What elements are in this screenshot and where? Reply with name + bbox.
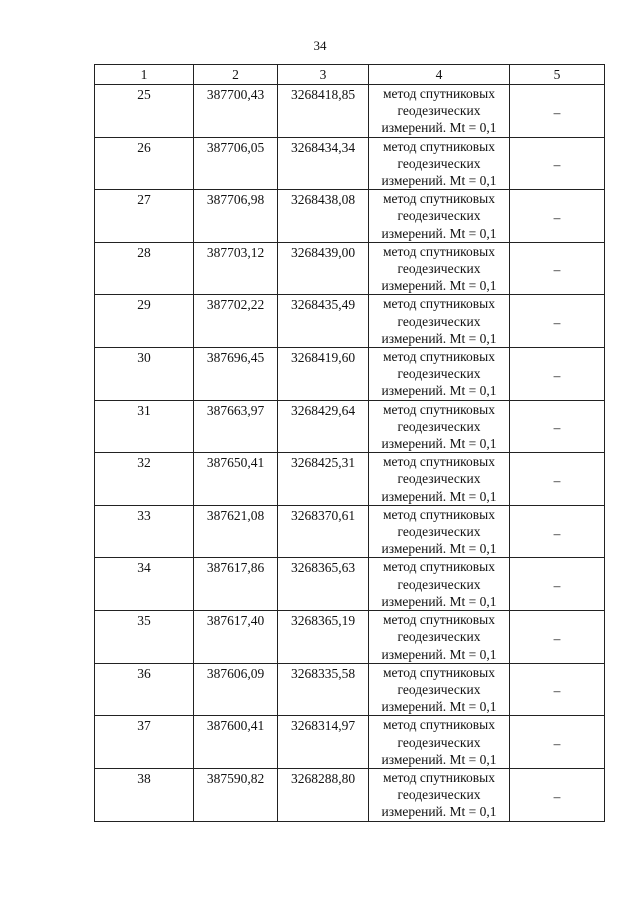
table-row <box>95 663 605 716</box>
header-col-2: 2 <box>194 65 278 85</box>
method-cell: метод спутниковых геодезических измерений. Mt = 0,1 <box>369 768 510 821</box>
point-number-cell: 33 <box>95 505 194 558</box>
table-row <box>95 611 605 664</box>
y-coordinate-cell: 3268418,85 <box>278 85 369 138</box>
y-coordinate-cell: 3268314,97 <box>278 716 369 769</box>
method-cell: метод спутниковых геодезических измерений. Mt = 0,1 <box>369 400 510 453</box>
method-cell: метод спутниковых геодезических измерений. Mt = 0,1 <box>369 348 510 401</box>
column-5-cell: – <box>510 768 605 821</box>
column-5-cell: – <box>510 400 605 453</box>
column-5-cell: – <box>510 663 605 716</box>
table-row <box>95 558 605 611</box>
column-5-cell: – <box>510 505 605 558</box>
table-row <box>95 295 605 348</box>
method-cell: метод спутниковых геодезических измерений. Mt = 0,1 <box>369 611 510 664</box>
y-coordinate-cell: 3268370,61 <box>278 505 369 558</box>
header-col-4: 4 <box>369 65 510 85</box>
x-coordinate-cell: 387600,41 <box>194 716 278 769</box>
header-col-5: 5 <box>510 65 605 85</box>
x-coordinate-cell: 387590,82 <box>194 768 278 821</box>
x-coordinate-cell: 387703,12 <box>194 242 278 295</box>
coordinates-table <box>94 64 605 822</box>
y-coordinate-cell: 3268429,64 <box>278 400 369 453</box>
method-cell: метод спутниковых геодезических измерений. Mt = 0,1 <box>369 663 510 716</box>
method-cell: метод спутниковых геодезических измерений. Mt = 0,1 <box>369 716 510 769</box>
method-cell: метод спутниковых геодезических измерений. Mt = 0,1 <box>369 295 510 348</box>
table-row <box>95 505 605 558</box>
table-row <box>95 400 605 453</box>
column-5-cell: – <box>510 453 605 506</box>
method-cell: метод спутниковых геодезических измерений. Mt = 0,1 <box>369 505 510 558</box>
x-coordinate-cell: 387706,05 <box>194 137 278 190</box>
y-coordinate-cell: 3268438,08 <box>278 190 369 243</box>
method-cell: метод спутниковых геодезических измерений. Mt = 0,1 <box>369 190 510 243</box>
x-coordinate-cell: 387650,41 <box>194 453 278 506</box>
point-number-cell: 32 <box>95 453 194 506</box>
x-coordinate-cell: 387621,08 <box>194 505 278 558</box>
column-5-cell: – <box>510 611 605 664</box>
table-row <box>95 85 605 138</box>
y-coordinate-cell: 3268435,49 <box>278 295 369 348</box>
x-coordinate-cell: 387706,98 <box>194 190 278 243</box>
column-5-cell: – <box>510 295 605 348</box>
table-row <box>95 137 605 190</box>
method-cell: метод спутниковых геодезических измерений. Mt = 0,1 <box>369 558 510 611</box>
method-cell: метод спутниковых геодезических измерений. Mt = 0,1 <box>369 453 510 506</box>
method-cell: метод спутниковых геодезических измерений. Mt = 0,1 <box>369 242 510 295</box>
table-header <box>95 65 605 85</box>
point-number-cell: 29 <box>95 295 194 348</box>
header-col-3: 3 <box>278 65 369 85</box>
column-5-cell: – <box>510 558 605 611</box>
column-5-cell: – <box>510 190 605 243</box>
point-number-cell: 34 <box>95 558 194 611</box>
table-body <box>95 85 605 822</box>
y-coordinate-cell: 3268365,63 <box>278 558 369 611</box>
point-number-cell: 38 <box>95 768 194 821</box>
header-row <box>95 65 605 85</box>
table-row <box>95 453 605 506</box>
x-coordinate-cell: 387696,45 <box>194 348 278 401</box>
x-coordinate-cell: 387617,40 <box>194 611 278 664</box>
column-5-cell: – <box>510 242 605 295</box>
column-5-cell: – <box>510 716 605 769</box>
y-coordinate-cell: 3268425,31 <box>278 453 369 506</box>
y-coordinate-cell: 3268419,60 <box>278 348 369 401</box>
y-coordinate-cell: 3268335,58 <box>278 663 369 716</box>
point-number-cell: 25 <box>95 85 194 138</box>
column-5-cell: – <box>510 85 605 138</box>
point-number-cell: 26 <box>95 137 194 190</box>
header-col-1: 1 <box>95 65 194 85</box>
x-coordinate-cell: 387606,09 <box>194 663 278 716</box>
point-number-cell: 35 <box>95 611 194 664</box>
x-coordinate-cell: 387700,43 <box>194 85 278 138</box>
method-cell: метод спутниковых геодезических измерений. Mt = 0,1 <box>369 85 510 138</box>
method-cell: метод спутниковых геодезических измерений. Mt = 0,1 <box>369 137 510 190</box>
table-row <box>95 348 605 401</box>
x-coordinate-cell: 387663,97 <box>194 400 278 453</box>
column-5-cell: – <box>510 137 605 190</box>
table-row <box>95 242 605 295</box>
y-coordinate-cell: 3268434,34 <box>278 137 369 190</box>
table-row <box>95 768 605 821</box>
table-row <box>95 190 605 243</box>
y-coordinate-cell: 3268439,00 <box>278 242 369 295</box>
table-row <box>95 716 605 769</box>
point-number-cell: 28 <box>95 242 194 295</box>
point-number-cell: 27 <box>95 190 194 243</box>
point-number-cell: 31 <box>95 400 194 453</box>
y-coordinate-cell: 3268288,80 <box>278 768 369 821</box>
point-number-cell: 30 <box>95 348 194 401</box>
x-coordinate-cell: 387617,86 <box>194 558 278 611</box>
point-number-cell: 37 <box>95 716 194 769</box>
column-5-cell: – <box>510 348 605 401</box>
y-coordinate-cell: 3268365,19 <box>278 611 369 664</box>
x-coordinate-cell: 387702,22 <box>194 295 278 348</box>
page-number: 34 <box>313 38 327 53</box>
point-number-cell: 36 <box>95 663 194 716</box>
